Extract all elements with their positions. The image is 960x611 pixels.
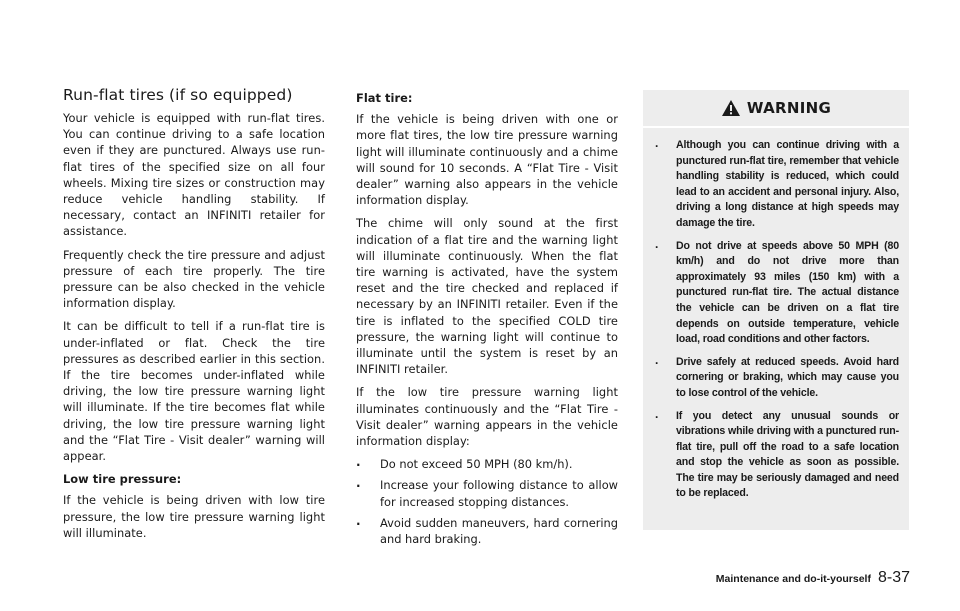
list-item: . Increase your following distance to allow for increased stopping distances. <box>356 477 618 509</box>
flat-tire-subheading: Flat tire: <box>356 91 413 105</box>
display-paragraph: If the low tire pressure warning light illuminates continuously and the “Flat Tire - Visit dealer” warning appears in the vehicle information display: <box>356 385 618 449</box>
warning-triangle-icon <box>721 99 741 117</box>
intro-paragraph: Your vehicle is equipped with run-flat tires. You can continue driving to a safe location even if they are punctured. Always use run-flat tires of the specified size on all four wheels. Mixing tire sizes or construction may reduce vehicle handling stability. If necessary, contact an INFINITI retailer for assistance. <box>63 111 325 239</box>
driving-advice-list <box>356 456 618 547</box>
page-number: 8-37 <box>877 569 910 586</box>
warning-header <box>643 90 909 128</box>
warning-item: . Drive safely at reduced speeds. Avoid hard cornering or braking, which may cause you to lose control of the vehicle. <box>655 355 899 402</box>
warning-item: . Do not drive at speeds above 50 MPH (80 km/h) and do not drive more than approximately 93 miles (150 km) with a punctured run-flat tire. The actual distance the vehicle can be driven on a flat tire depends on outside temperature, vehicle load, road conditions and other factors. <box>655 239 899 348</box>
list-item: . Do not exceed 50 MPH (80 km/h). <box>356 456 618 472</box>
middle-column <box>356 90 618 552</box>
low-pressure-paragraph: If the vehicle is being driven with low tire pressure, the low tire pressure warning light will illuminate. <box>63 493 325 540</box>
footer-section-title: Maintenance and do-it-yourself <box>715 573 871 585</box>
warning-box <box>643 90 909 530</box>
chime-paragraph: The chime will only sound at the first indication of a flat tire and the warning light will illuminate continuously. When the flat tire warning is activated, have the system reset and the tire checked and replaced if necessary by an INFINITI retailer. Even if the tire is inflated to the specified COLD tire pressure, the warning light will continue to illuminate until the system is reset by an INFINITI retailer. <box>356 216 618 377</box>
page-footer <box>716 569 910 587</box>
check-pressure-paragraph: Frequently check the tire pressure and adjust pressure of each tire properly. The tire pressure can be also checked in the vehicle information display. <box>63 247 325 311</box>
list-item: . Avoid sudden maneuvers, hard cornering and hard braking. <box>356 515 618 547</box>
left-column <box>63 86 325 548</box>
low-pressure-subheading: Low tire pressure: <box>63 472 182 487</box>
warning-item: . Although you can continue driving with a punctured run-flat tire, remember that vehicle handling stability is reduced, which could lead to an accident and personal injury. Also, driving a long distance at high speeds may damage the tire. <box>655 138 899 232</box>
section-heading: Run-flat tires (if so equipped) <box>63 86 293 104</box>
flat-tire-paragraph: If the vehicle is being driven with one or more flat tires, the low tire pressure warning light will illuminate continuously and a chime will sound for 10 seconds. A “Flat Tire - Visit dealer” warning also appears in the vehicle information display. <box>356 112 618 208</box>
warning-item: . If you detect any unusual sounds or vibrations while driving with a punctured run-flat tire, pull off the road to a safe location and stop the vehicle as soon as possible. The tire may be seriously damaged and need to be replaced. <box>655 409 899 503</box>
warning-list <box>643 128 909 502</box>
warning-title: WARNING <box>746 99 832 117</box>
under-inflated-paragraph: It can be difficult to tell if a run-flat tire is under-inflated or flat. Check the tire pressures as described earlier in this section. If the tire becomes under-inflated while driving, the low tire pressure warning light will illuminate. If the tire becomes flat while driving, the low tire pressure warning light and the “Flat Tire - Visit dealer” warning will appear. <box>63 319 325 464</box>
